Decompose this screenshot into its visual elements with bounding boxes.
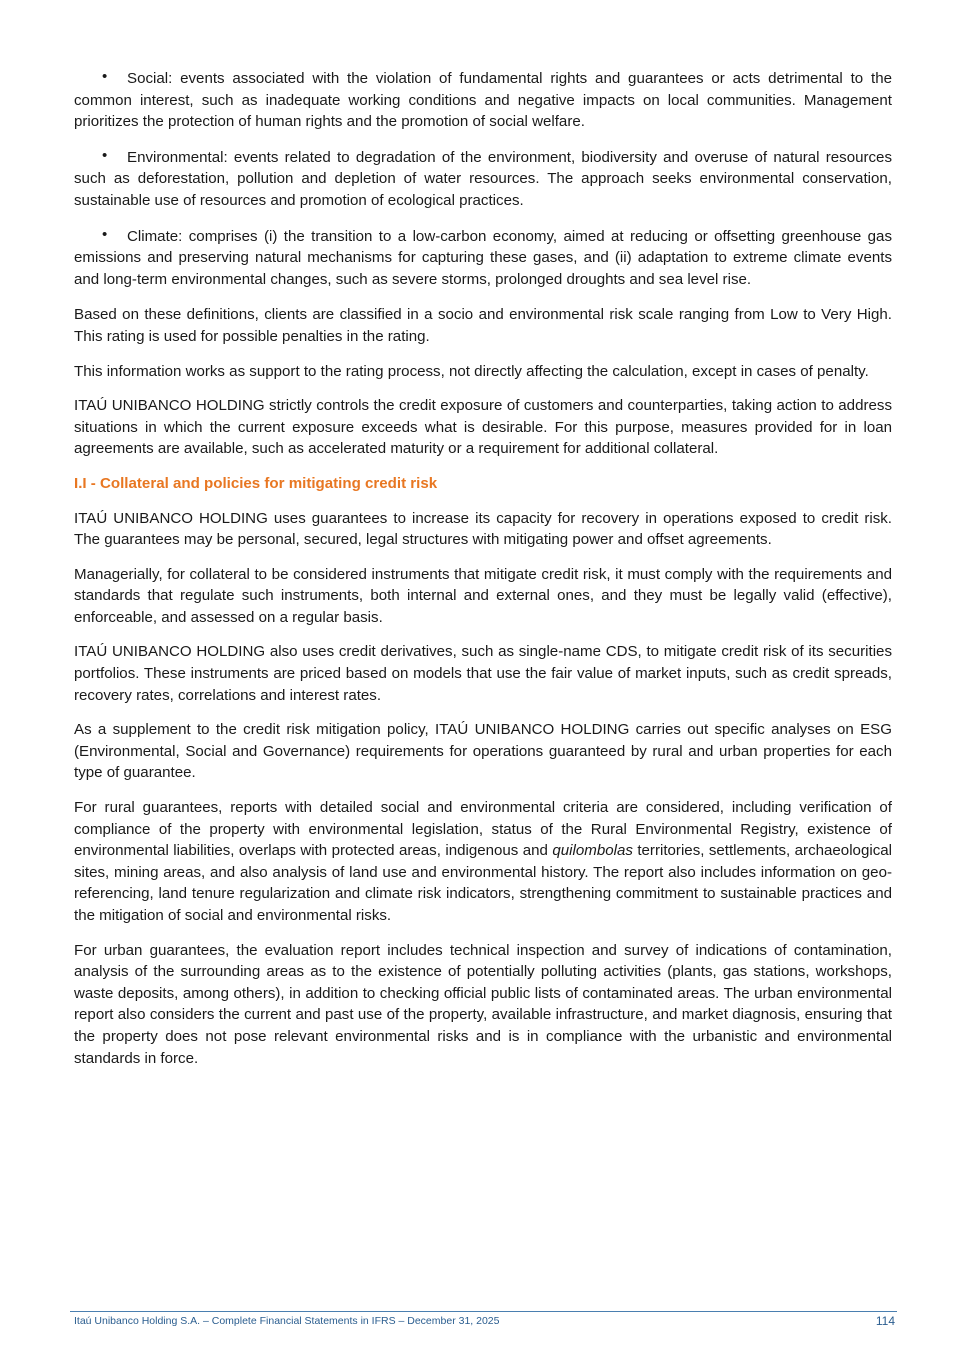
- paragraph-collateral-requirements: Managerially, for collateral to be considered instruments that mitigate credit risk, it must comply with the requirements and standards that regulate such instruments, both internal and external ones, and they must be legally valid (effective), enforceable, and assessed on a regular basis.: [74, 565, 892, 626]
- rural-text-start: For rural guarantees, reports with detailed social and environmental criteria are considered, including verification of compliance of the property with environmental legislation, status of the Rural Environmental Registry, existence of environmental liabilities, overlaps with protected areas, indigenous and: [74, 799, 892, 860]
- paragraph-risk-scale: Based on these definitions, clients are classified in a socio and environmental risk scale ranging from Low to Very High. This rating is used for possible penalties in the rating.: [74, 306, 892, 345]
- paragraph-rating-support: This information works as support to the rating process, not directly affecting the calculation, except in cases of penalty.: [74, 362, 869, 380]
- rural-text-italic: quilombolas: [552, 842, 633, 860]
- paragraph-urban-guarantees: For urban guarantees, the evaluation report includes technical inspection and survey of indications of contamination, analysis of the surrounding areas as to the existence of potentially polluting activities (plants, gas stations, workshops, waste deposits, among others), in addition to checking official public lists of contaminated areas. The urban environmental report also considers the current and past use of the property, available infrastructure, and market diagnosis, ensuring that the property does not pose relevant environmental risks and is in compliance with the urbanistic and environmental standards in force.: [74, 941, 892, 1067]
- bullet-marker: •: [102, 146, 108, 164]
- footer-document-title: Itaú Unibanco Holding S.A. – Complete Financial Statements in IFRS – December 31, 2025: [74, 1315, 500, 1327]
- bullet-item-environmental: [74, 147, 892, 212]
- document-body: [74, 68, 892, 1082]
- bullet-marker: •: [102, 225, 108, 243]
- bullet-text: Environmental: events related to degradation of the environment, biodiversity and overuse of natural resources such as deforestation, pollution and depletion of water resources. The approach seeks environmental conservation, sustainable use of resources and promotion of ecological practices.: [74, 148, 892, 209]
- paragraph-esg-supplement: As a supplement to the credit risk mitigation policy, ITAÚ UNIBANCO HOLDING carries out specific analyses on ESG (Environmental, Social and Governance) requirements for operations guaranteed by rural and urban properties for each type of guarantee.: [74, 721, 892, 782]
- bullet-marker: •: [102, 68, 108, 85]
- section-heading: I.I - Collateral and policies for mitigating credit risk: [74, 474, 438, 492]
- paragraph-rural-guarantees: [74, 797, 892, 927]
- bullet-item-social: [74, 68, 892, 133]
- bullet-text: Social: events associated with the violation of fundamental rights and guarantees or acts detrimental to the common interest, such as inadequate working conditions and negative impacts on local communities. Management prioritizes the protection of human rights and the promotion of social welfare.: [74, 70, 892, 131]
- footer-divider: [70, 1311, 897, 1312]
- paragraph-credit-exposure: ITAÚ UNIBANCO HOLDING strictly controls the credit exposure of customers and counterparties, taking action to address situations in which the current exposure exceeds what is desirable. For this purpose, measures provided for in loan agreements are available, such as accelerated maturity or a requirement for additional collateral.: [74, 397, 892, 458]
- bullet-item-climate: [74, 226, 892, 291]
- paragraph-guarantees: ITAÚ UNIBANCO HOLDING uses guarantees to increase its capacity for recovery in operations exposed to credit risk. The guarantees may be personal, secured, legal structures with mitigating power and offset agreements.: [74, 509, 892, 549]
- paragraph-credit-derivatives: ITAÚ UNIBANCO HOLDING also uses credit derivatives, such as single-name CDS, to mitigate credit risk of its securities portfolios. These instruments are priced based on models that use the fair value of market inputs, such as credit spreads, recovery rates, correlations and interest rates.: [74, 643, 892, 704]
- rural-text-end: territories, settlements, archaeological sites, mining areas, and also analysis of land use and environmental history. The report also includes information on geo-referencing, land tenure regularization and climate risk indicators, strengthening commitment to sustainable practices and the mitigation of social and environmental risks.: [74, 842, 892, 924]
- bullet-text: Climate: comprises (i) the transition to a low-carbon economy, aimed at reducing or offsetting greenhouse gas emissions and preserving natural mechanisms for capturing these gases, and (ii) adaptation to extreme climate events and long-term environmental changes, such as severe storms, prolonged droughts and sea level rise.: [74, 227, 892, 288]
- footer-page-number: 114: [875, 1314, 895, 1328]
